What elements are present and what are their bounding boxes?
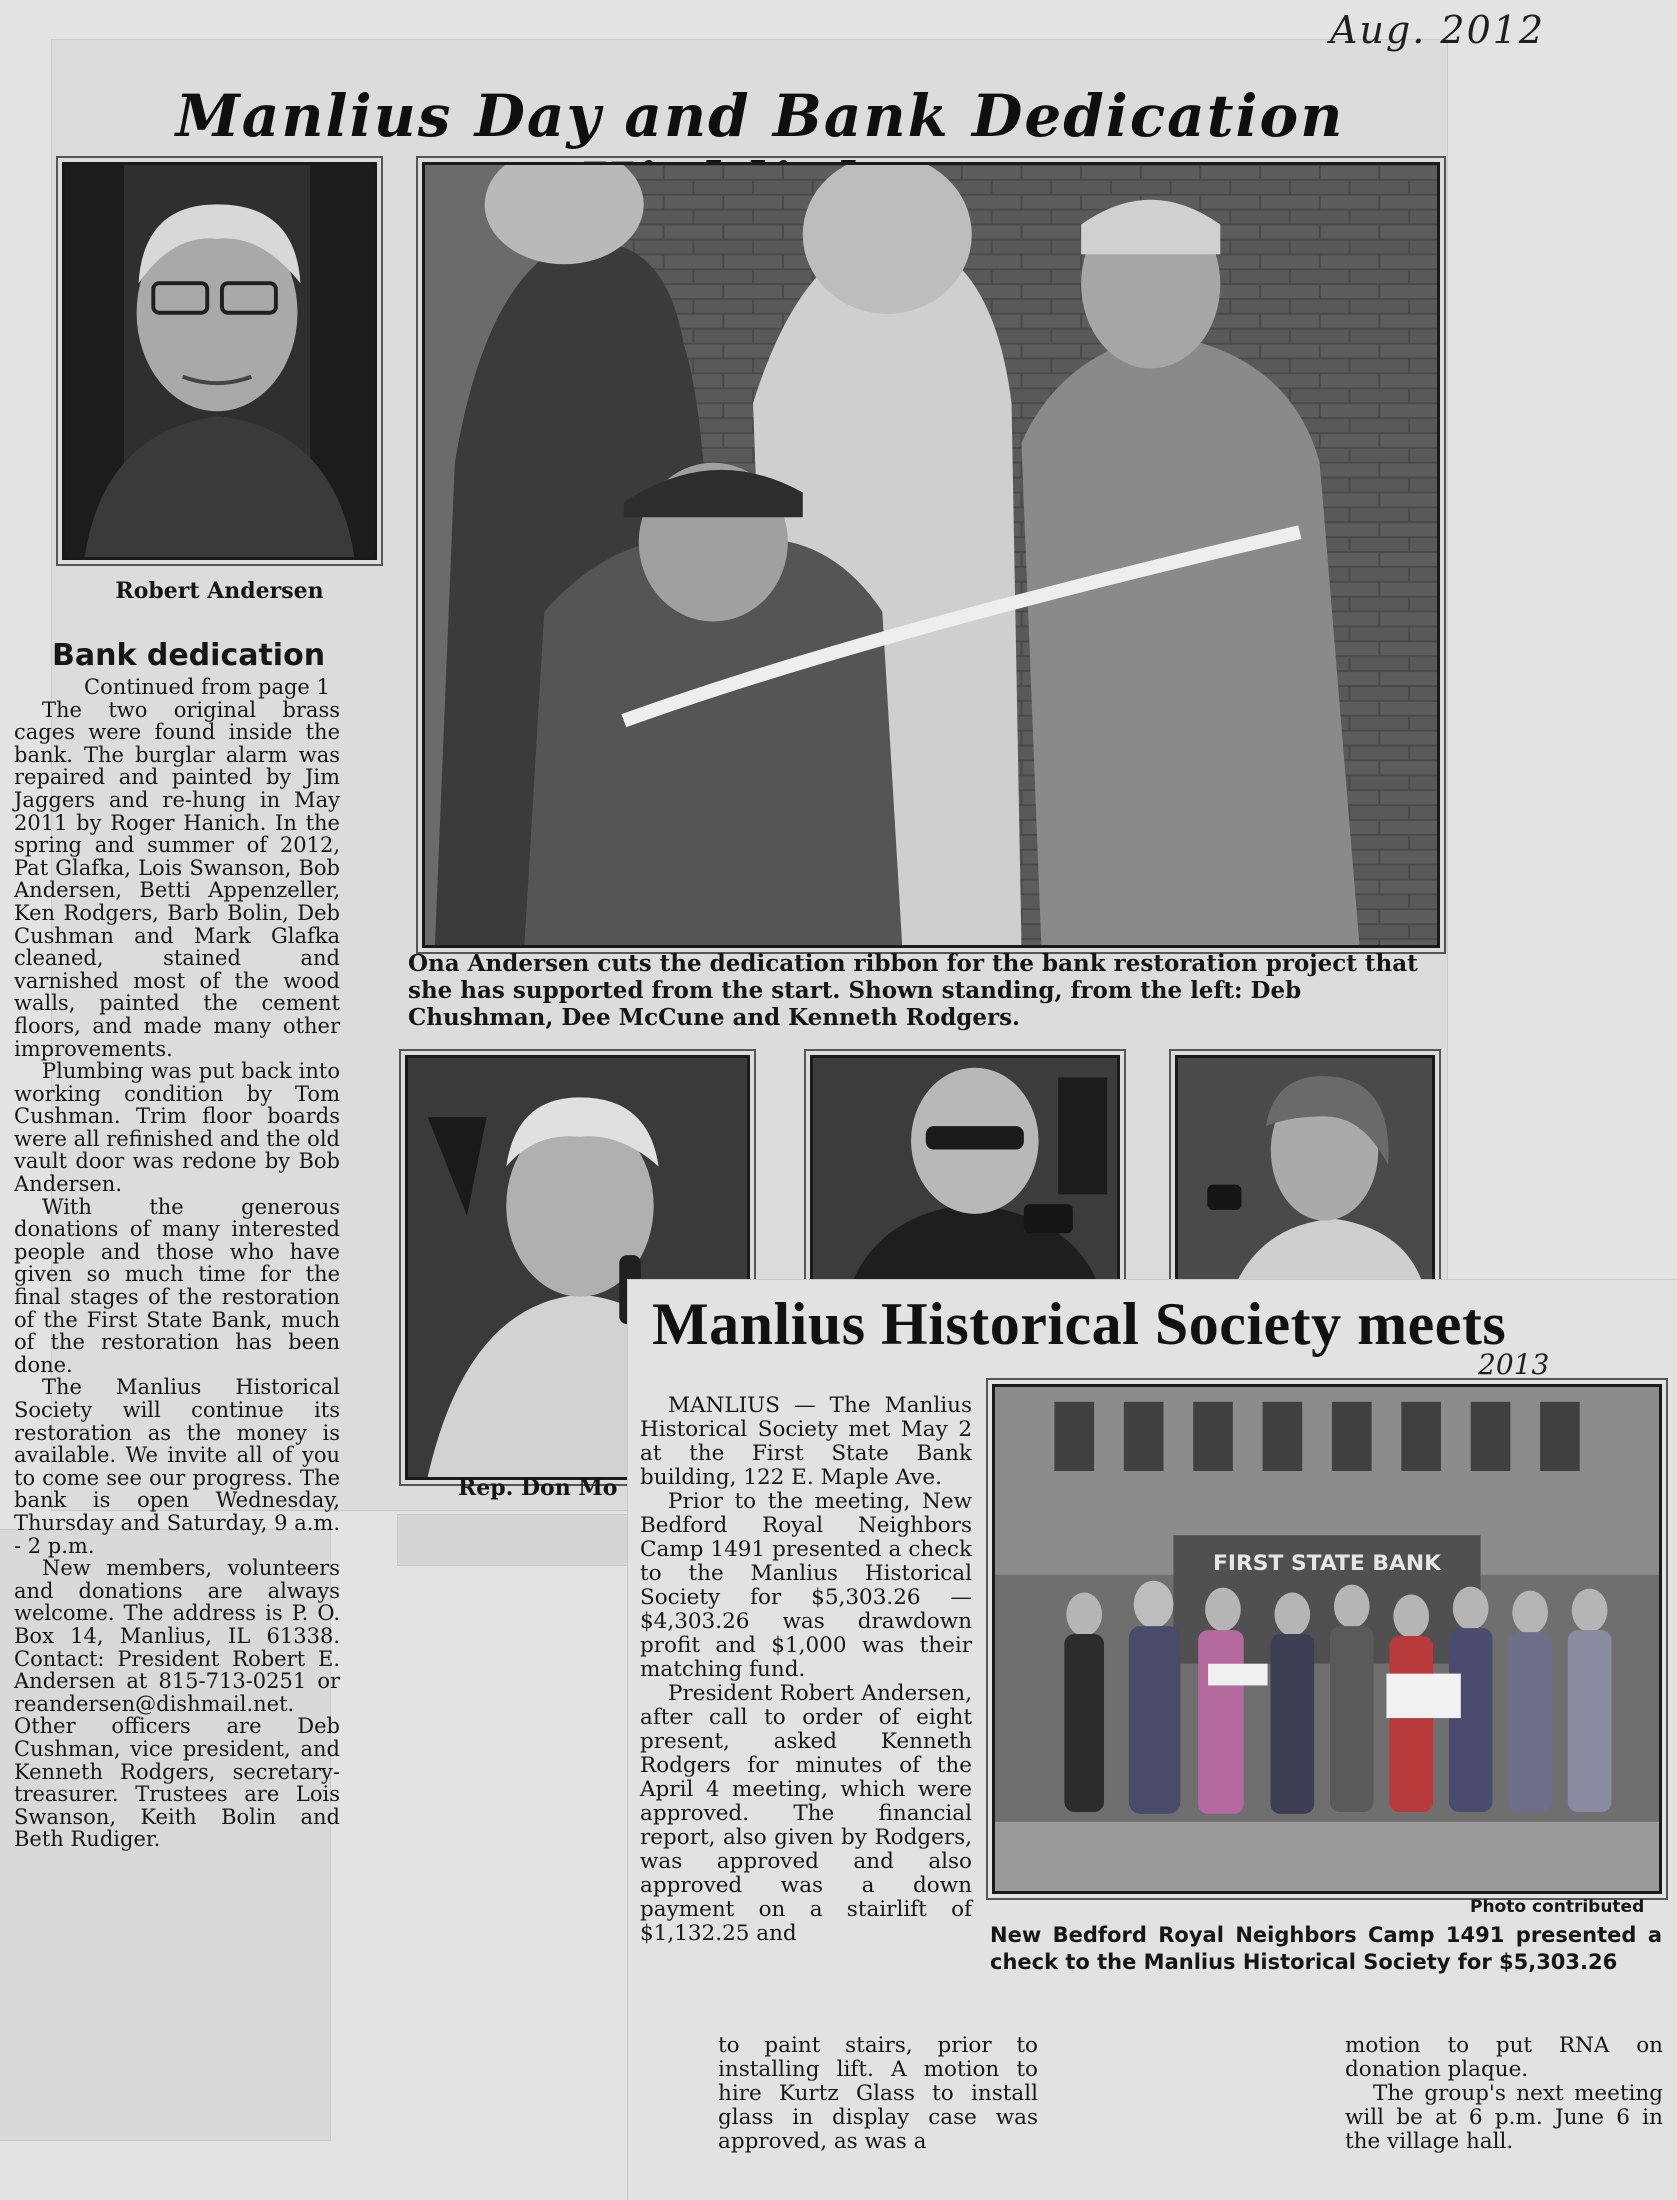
caption-strip-clipping [398,1515,638,1565]
speaker-photo [810,1055,1120,1285]
photo-credit: Photo contributed [1470,1897,1645,1917]
interviewer-photo [1175,1055,1435,1285]
article-paragraph: The two original brass cages were found inside the bank. The burglar alarm was repaired and painted by Jim Jaggers and re-hung in May 2011 by Roger Hanich. In the spring and summer of 2012, Pat Glafka, Lois Swanson, Bob Andersen, Betti Appenzeller, Ken Rodgers, Barb Bolin, Deb Cushman and Mark Glafka cleaned, stained and varnished most of the wood walls, painted the cement floors, and made many other improvements. [14,697,340,1061]
article-paragraph: New members, volunteers and donations are always welcome. The address is P. O. Box 14, Manlius, IL 61338. Contact: President Robert E. Andersen at 815-713-0251 or reandersen@dishmail.net. Other officers are Deb Cushman, vice president, and Kenneth Rodgers, secretary-treasurer. Trustees are Lois Swanson, Keith Bolin and Beth Rudiger. [14,1556,340,1852]
representative-caption: Rep. Don Mo [458,1475,618,1501]
bank-sign-text: FIRST STATE BANK [1213,1550,1441,1576]
article-paragraph: The group's next meeting will be at 6 p.m. June 6 in the village hall. [1345,2081,1663,2154]
page-headline: Manlius Day and Bank Dedication [175,82,1345,150]
continued-note: Continued from page 1 [84,675,330,699]
bank-dedication-article [14,676,340,1851]
ribbon-cutting-caption: Ona Andersen cuts the dedication ribbon for the bank restoration project that she has supported from the start. Shown standing, from the left: Deb Chushman, Dee McCune and Kenneth Rodgers. [408,950,1418,1031]
society-article-column-2 [718,2034,1038,2154]
article-paragraph: Plumbing was put back into working condition by Tom Cushman. Trim floor boards were all refinished and the old vault door was redone by Bob Andersen. [14,1059,340,1197]
article-paragraph: Prior to the meeting, New Bedford Royal Neighbors Camp 1491 presented a check to the Manlius Historical Society for $5,303.26 — $4,303.26 was drawdown profit and $1,000 was their matching fund. [640,1489,972,1682]
society-headline: Manlius Historical Society meets [652,1291,1507,1357]
robert-andersen-photo [62,162,377,560]
bank-dedication-heading: Bank dedication [52,638,326,673]
handwritten-date: Aug. 2012 [1330,8,1546,52]
article-paragraph: MANLIUS — The Manlius Historical Society met May 2 at the First State Bank building, 122 E. Maple Ave. [640,1393,972,1490]
ribbon-cutting-photo [422,162,1440,948]
handwritten-year: 2013 [1478,1348,1550,1381]
society-article-column-1 [640,1394,972,1946]
society-article-column-3 [1345,2034,1663,2154]
check-presentation-photo [992,1384,1662,1894]
check-presentation-caption: New Bedford Royal Neighbors Camp 1491 presented a check to the Manlius Historical Society for $5,303.26 [990,1923,1662,1974]
article-paragraph: President Robert Andersen, after call to order of eight present, asked Kenneth Rodgers for minutes of the April 4 meeting, which were approved. The financial report, also given by Rodgers, was approved and also approved was a down payment on a stairlift of $1,132.25 and [640,1681,972,1946]
article-paragraph: The Manlius Historical Society will continue its restoration as the money is available. We invite all of you to come see our progress. The bank is open Wednesday, Thursday and Saturday, 9 a.m. - 2 p.m. [14,1375,340,1558]
article-paragraph: With the generous donations of many interested people and those who have given so much time for the final stages of the restoration of the First State Bank, much of the restoration has been done. [14,1194,340,1377]
article-paragraph: to paint stairs, prior to installing lift. A motion to hire Kurtz Glass to install glass in display case was approved, as was a [718,2033,1038,2154]
robert-andersen-caption: Robert Andersen [115,578,324,604]
article-paragraph: motion to put RNA on donation plaque. [1345,2033,1663,2082]
